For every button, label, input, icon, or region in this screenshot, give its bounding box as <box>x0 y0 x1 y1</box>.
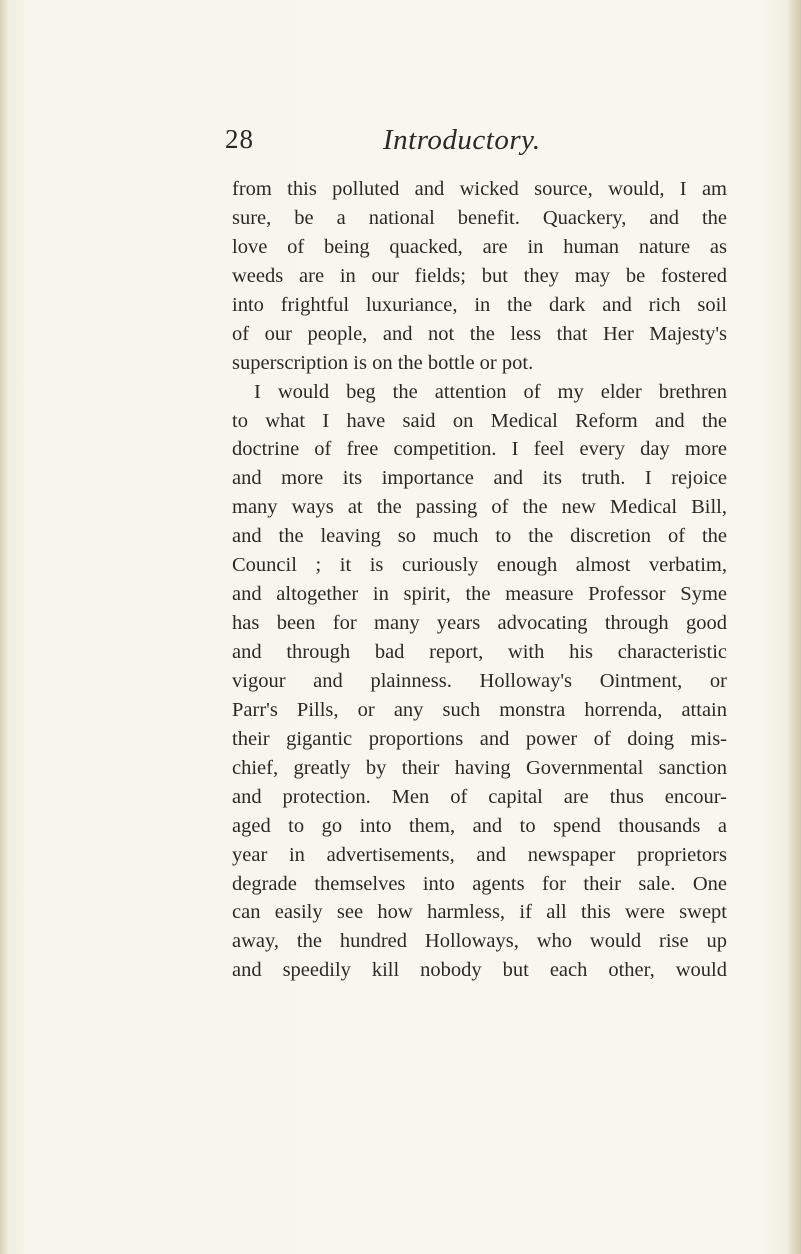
text-line: love of being quacked, are in human nature as <box>232 235 727 258</box>
body-text <box>232 175 727 985</box>
text-line: and altogether in spirit, the measure Professor Syme <box>232 583 727 606</box>
text-line: weeds are in our fields; but they may be fostered <box>232 264 727 287</box>
running-title: Introductory. <box>383 124 541 156</box>
text-line: sure, be a national benefit. Quackery, and the <box>232 206 727 229</box>
text-line: to what I have said on Medical Reform and the <box>232 409 727 432</box>
text-line: chief, greatly by their having Governmental sanction <box>232 756 727 779</box>
page-right-shadow <box>787 0 801 1254</box>
text-line: from this polluted and wicked source, would, I am <box>232 178 727 200</box>
page-left-shadow <box>0 0 8 1254</box>
text-line: and the leaving so much to the discretion of the <box>232 525 727 548</box>
text-line: and protection. Men of capital are thus encour- <box>232 785 727 808</box>
text-line: and through bad report, with his characteristic <box>232 641 727 663</box>
text-line: Council ; it is curiously enough almost verbatim, <box>232 554 727 577</box>
text-line: and more its importance and its truth. I rejoice <box>232 467 727 490</box>
text-line: I would beg the attention of my elder brethren <box>254 380 727 403</box>
text-line: doctrine of free competition. I feel every day more <box>232 438 727 461</box>
text-line: and speedily kill nobody but each other, would <box>232 959 727 982</box>
text-line: into frightful luxuriance, in the dark and rich soil <box>232 293 727 316</box>
text-line: away, the hundred Holloways, who would rise up <box>232 930 727 953</box>
text-line: degrade themselves into agents for their sale. One <box>232 872 727 895</box>
text-line: vigour and plainness. Holloway's Ointment, or <box>232 669 727 692</box>
text-line: Parr's Pills, or any such monstra horrenda, attain <box>232 698 727 721</box>
page-number: 28 <box>225 124 254 154</box>
text-line: can easily see how harmless, if all this were swept <box>232 901 727 924</box>
text-line: their gigantic proportions and power of doing mis- <box>232 727 727 750</box>
text-line: aged to go into them, and to spend thousands a <box>232 814 727 837</box>
page-header <box>225 124 565 164</box>
text-line: many ways at the passing of the new Medical Bill, <box>232 496 727 519</box>
text-line: has been for many years advocating through good <box>232 612 727 635</box>
text-line: of our people, and not the less that Her Majesty's <box>232 322 727 345</box>
text-line: superscription is on the bottle or pot. <box>232 351 534 374</box>
text-line: year in advertisements, and newspaper proprietors <box>232 843 727 866</box>
